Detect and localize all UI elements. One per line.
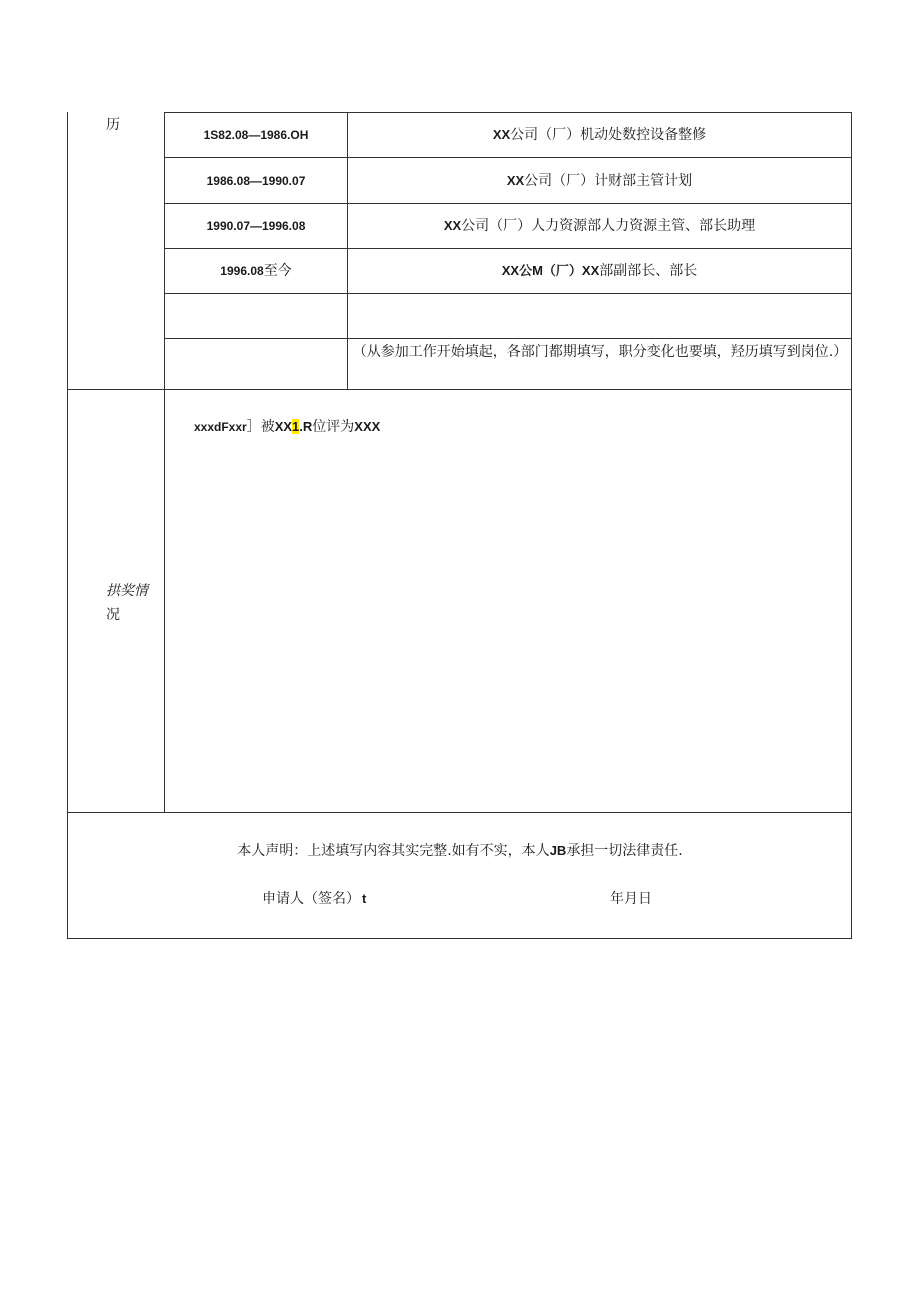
award-entry-year: xxxdFxxr xyxy=(194,420,247,434)
awards-label-line1: 拱奖情 xyxy=(106,583,148,599)
table-row xyxy=(348,113,851,157)
period-cell: 1996.08 xyxy=(220,264,264,278)
description-cell: 公司（厂）人力资源部人力资源主管、部长助理 xyxy=(461,218,756,234)
table-row xyxy=(348,158,851,203)
period-cell: 1990.07—1996.08 xyxy=(206,219,306,233)
award-entry-org-suffix: .R xyxy=(299,419,313,434)
description-cell-prefix: XX xyxy=(506,172,525,188)
table-border-left xyxy=(67,112,68,939)
table-row xyxy=(165,113,347,157)
table-row xyxy=(348,204,851,248)
declaration-text: 承担一切法律责任. xyxy=(566,843,683,859)
description-cell-prefix: XX xyxy=(443,218,462,233)
resume-instruction-note: （从参加工作开始填起，各部门都期填写，职分变化也要填，羟历填写到岗位.） xyxy=(352,344,848,360)
description-cell-prefix: XX公M（厂）XX xyxy=(501,263,600,278)
description-cell: 公司（厂）机动处数控设备整修 xyxy=(510,127,707,143)
empty-period-cell[interactable] xyxy=(165,339,347,389)
declaration-statement xyxy=(68,840,852,862)
table-border-bottom xyxy=(67,938,852,939)
empty-description-cell[interactable] xyxy=(348,294,851,338)
award-entry xyxy=(194,416,380,438)
table-row xyxy=(165,249,347,293)
date-field-label[interactable]: 年月日 xyxy=(610,891,652,907)
resume-section-label: 历 xyxy=(106,117,120,133)
award-entry-text: 位评为 xyxy=(312,419,355,435)
award-entry-title: XXX xyxy=(354,419,381,434)
declaration-text-bold: JB xyxy=(549,843,567,858)
applicant-signature-label[interactable] xyxy=(262,888,366,910)
table-border-right xyxy=(851,112,852,939)
period-cell: 1S82.08—1986.OH xyxy=(203,128,309,142)
awards-section-label xyxy=(106,579,148,627)
highlighted-text: 1 xyxy=(292,419,300,434)
period-cell: 1986.08—1990.07 xyxy=(206,173,306,188)
table-row xyxy=(165,158,347,203)
description-cell: 部副部长、部长 xyxy=(599,263,698,279)
declaration-text: 本人声明：上述填写内容其实完整.如有不实，本人 xyxy=(237,843,550,859)
table-row xyxy=(348,249,851,293)
description-cell-prefix: XX xyxy=(492,127,511,142)
table-row xyxy=(165,204,347,248)
award-entry-text: ］被 xyxy=(246,419,275,435)
award-entry-org: XX xyxy=(274,419,293,434)
applicant-label: 申请人（签名） xyxy=(262,891,360,907)
awards-section-bottom xyxy=(67,812,852,813)
empty-period-cell[interactable] xyxy=(165,294,347,338)
description-cell: 公司（厂）计财部主管计划 xyxy=(524,172,693,189)
applicant-suffix: t xyxy=(362,891,367,906)
period-cell-suffix: 至今 xyxy=(263,263,292,279)
awards-label-line2: 况 xyxy=(106,607,120,623)
resume-section-bottom xyxy=(67,389,852,390)
